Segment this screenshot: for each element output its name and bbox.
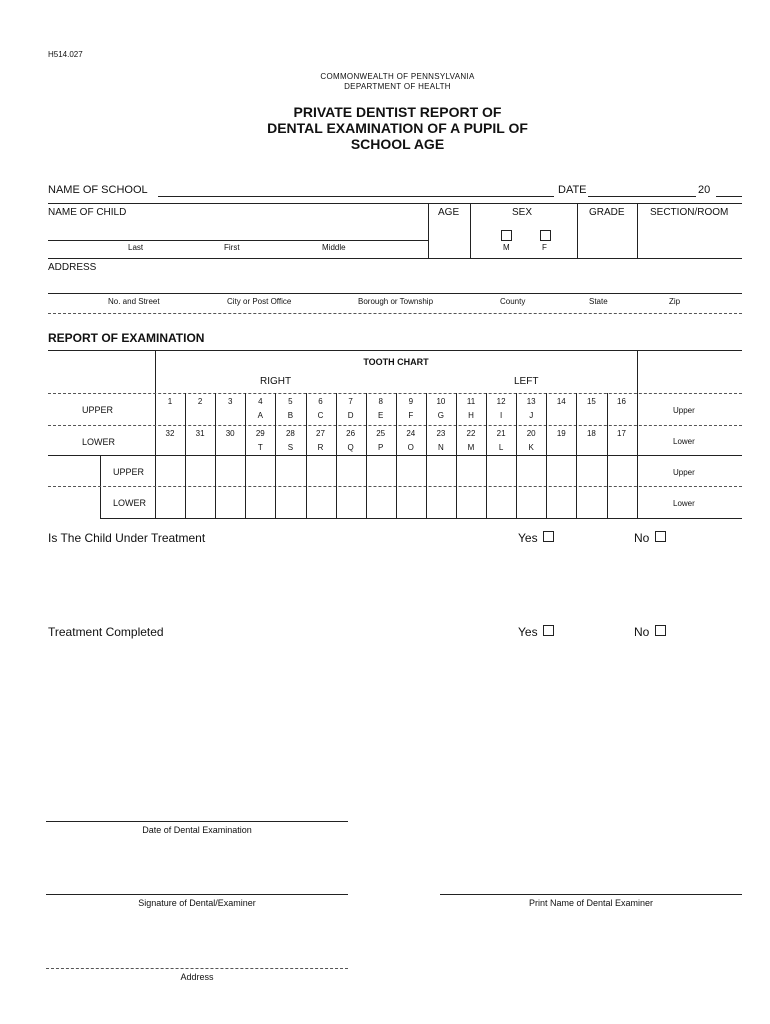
treatment-completed-no-label: No [634, 625, 650, 639]
lower-tooth-number: 32 [165, 429, 175, 438]
upper-tooth-letter: B [287, 411, 294, 420]
middle-name-caption: Middle [322, 243, 346, 252]
address-borough-caption: Borough or Township [358, 297, 434, 306]
upper-tooth-letter: C [317, 411, 324, 420]
tooth-column-divider [607, 393, 608, 518]
lower-tooth-number: 27 [316, 429, 325, 438]
form-title-line-3: SCHOOL AGE [350, 136, 445, 152]
date-of-exam-caption: Date of Dental Examination [142, 825, 252, 835]
date-field[interactable] [588, 196, 696, 197]
upper-label: UPPER [82, 405, 114, 415]
lower-tooth-letter: N [438, 443, 444, 452]
under-treatment-no-checkbox[interactable] [655, 531, 666, 542]
upper-tooth-letter: F [408, 411, 414, 420]
first-name-caption: First [224, 243, 240, 252]
lower-tooth-number: 20 [526, 429, 536, 438]
section-room-label: SECTION/ROOM [650, 207, 729, 218]
under-treatment-yes-checkbox[interactable] [543, 531, 554, 542]
address-field[interactable] [48, 293, 742, 294]
date-of-exam-field[interactable] [46, 821, 348, 822]
lower-tooth-number: 19 [556, 429, 566, 438]
signature-field[interactable] [46, 894, 348, 895]
lower-tooth-number: 25 [376, 429, 386, 438]
upper-tooth-number: 15 [586, 397, 596, 406]
address-label: ADDRESS [48, 262, 97, 273]
upper-tooth-number: 1 [167, 397, 173, 406]
agency-line-2: DEPARTMENT OF HEALTH [344, 82, 451, 91]
address-city-caption: City or Post Office [227, 297, 292, 306]
form-id: H514.027 [48, 50, 83, 59]
agency-line-1: COMMONWEALTH OF PENNSYLVANIA [320, 72, 475, 81]
left-side-label: LEFT [514, 376, 539, 387]
female-caption: F [542, 243, 547, 252]
upper-tooth-number: 9 [408, 397, 414, 406]
lower-tooth-number: 31 [195, 429, 205, 438]
tooth-column-divider [546, 393, 547, 518]
lower-tooth-letter: O [407, 443, 414, 452]
tooth-column-divider [275, 393, 276, 518]
form-title-line-1: PRIVATE DENTIST REPORT OF [293, 104, 502, 120]
upper-tooth-number: 3 [227, 397, 233, 406]
upper-tooth-number: 5 [288, 397, 293, 406]
lower-row-label: LOWER [113, 498, 147, 508]
tooth-column-divider [215, 393, 216, 518]
treatment-completed-question: Treatment Completed [48, 625, 164, 639]
lower-tooth-number: 29 [255, 429, 265, 438]
upper-tooth-letter: J [529, 411, 534, 420]
age-label: AGE [438, 207, 460, 218]
upper-tooth-letter: E [378, 411, 384, 420]
address-street-caption: No. and Street [108, 297, 160, 306]
date-label: DATE [558, 184, 587, 196]
last-name-caption: Last [128, 243, 144, 252]
upper-tooth-number: 16 [617, 397, 626, 406]
address-county-caption: County [500, 297, 526, 306]
treatment-completed-yes-label: Yes [518, 625, 538, 639]
upper-right-label: Upper [673, 406, 695, 415]
upper-row-label: UPPER [113, 467, 145, 477]
school-name-label: NAME OF SCHOOL [48, 184, 148, 196]
lower-tooth-letter: S [287, 443, 294, 452]
school-name-field[interactable] [158, 196, 554, 197]
sex-female-checkbox[interactable] [540, 230, 551, 241]
lower-tooth-letter: M [467, 443, 475, 452]
upper-tooth-letter: I [499, 411, 503, 420]
print-name-field[interactable] [440, 894, 742, 895]
signature-caption: Signature of Dental/Examiner [138, 898, 256, 908]
upper-tooth-number: 13 [526, 397, 536, 406]
tooth-column-divider [306, 393, 307, 518]
upper-row-right-label: Upper [673, 468, 695, 477]
upper-tooth-number: 8 [378, 397, 383, 406]
lower-row-right-label: Lower [673, 499, 695, 508]
lower-tooth-letter: P [378, 443, 384, 452]
lower-tooth-letter: Q [347, 443, 354, 452]
upper-tooth-number: 6 [318, 397, 323, 406]
under-treatment-yes-label: Yes [518, 531, 538, 545]
lower-tooth-number: 30 [225, 429, 235, 438]
upper-tooth-number: 7 [348, 397, 353, 406]
tooth-column-divider [396, 393, 397, 518]
grade-label: GRADE [589, 207, 625, 218]
address-zip-caption: Zip [669, 297, 681, 306]
tooth-column-divider [516, 393, 517, 518]
address-signature-field[interactable] [46, 968, 348, 969]
tooth-column-divider [426, 393, 427, 518]
lower-tooth-number: 17 [617, 429, 626, 438]
under-treatment-no-label: No [634, 531, 650, 545]
upper-tooth-number: 10 [436, 397, 446, 406]
upper-tooth-number: 2 [197, 397, 203, 406]
tooth-column-divider [185, 393, 186, 518]
lower-tooth-letter: T [257, 443, 263, 452]
treatment-completed-yes-checkbox[interactable] [543, 625, 554, 636]
tooth-column-divider [486, 393, 487, 518]
tooth-column-divider [366, 393, 367, 518]
upper-tooth-number: 4 [258, 397, 263, 406]
form-title-line-2: DENTAL EXAMINATION OF A PUPIL OF [267, 120, 528, 136]
tooth-column-divider [456, 393, 457, 518]
lower-tooth-number: 24 [406, 429, 416, 438]
upper-tooth-letter: A [257, 411, 263, 420]
upper-tooth-number: 14 [556, 397, 566, 406]
upper-tooth-number: 11 [466, 397, 476, 406]
year-field[interactable] [716, 196, 742, 197]
right-side-label: RIGHT [260, 376, 292, 387]
tooth-column-divider [336, 393, 337, 518]
sex-label: SEX [512, 207, 533, 218]
print-name-caption: Print Name of Dental Examiner [528, 898, 654, 908]
male-caption: M [503, 243, 510, 252]
lower-tooth-number: 23 [436, 429, 446, 438]
lower-tooth-number: 28 [285, 429, 295, 438]
lower-tooth-number: 18 [586, 429, 596, 438]
address-state-caption: State [589, 297, 608, 306]
under-treatment-question: Is The Child Under Treatment [48, 531, 206, 545]
lower-tooth-letter: K [528, 443, 534, 452]
lower-tooth-letter: R [317, 443, 324, 452]
report-of-examination-heading: REPORT OF EXAMINATION [48, 331, 205, 345]
lower-right-label: Lower [673, 437, 695, 446]
sex-male-checkbox[interactable] [501, 230, 512, 241]
year-prefix: 20 [698, 184, 711, 196]
lower-tooth-number: 22 [466, 429, 476, 438]
upper-tooth-letter: H [468, 411, 474, 420]
tooth-column-divider [245, 393, 246, 518]
upper-tooth-number: 12 [496, 397, 506, 406]
child-name-label: NAME OF CHILD [48, 207, 127, 218]
lower-tooth-number: 26 [346, 429, 356, 438]
upper-tooth-letter: D [347, 411, 354, 420]
lower-tooth-letter: L [498, 443, 504, 452]
address-signature-caption: Address [180, 972, 214, 982]
tooth-column-divider [576, 393, 577, 518]
treatment-completed-no-checkbox[interactable] [655, 625, 666, 636]
upper-tooth-letter: G [437, 411, 444, 420]
lower-tooth-number: 21 [496, 429, 506, 438]
lower-label: LOWER [82, 437, 116, 447]
child-name-field[interactable] [48, 240, 428, 241]
tooth-chart-title: TOOTH CHART [363, 357, 429, 367]
